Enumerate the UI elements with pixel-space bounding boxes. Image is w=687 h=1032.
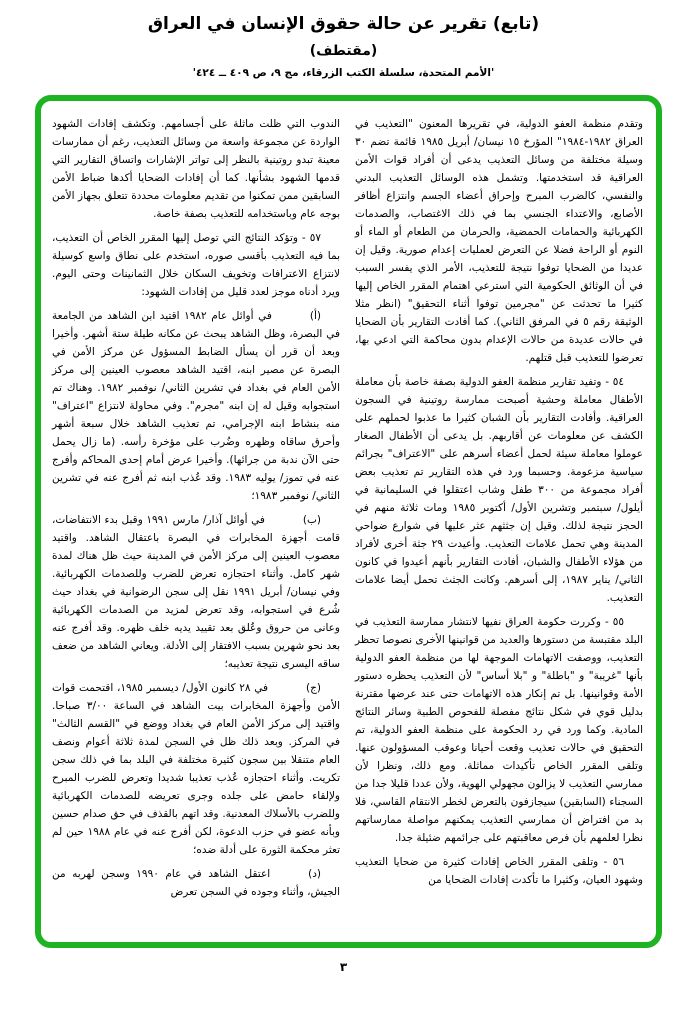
two-column-text — [54, 115, 643, 907]
column-left — [52, 115, 340, 907]
paragraph: الندوب التي ظلت ماثلة على أجسامهم. وتكشف إفادات الشهود الواردة عن مجموعة واسعة من وسائل التعذيب، رغم أن ممارسات معينة تبدو روتينية بالنظر إلى تواتر الإشارات واتساق التقارير التي قدمها الشهود بشأنها. كما أن إفادات الضحايا أكدها ضباط الأمن السابقين ممن تمكنوا من تقديم معلومات محددة تتعلق بجهاز الأمن بوجه عام وباستخدامه للتعذيب بصفة خاصة. — [52, 118, 340, 221]
paragraph: ٥٥ - وكررت حكومة العراق نفيها لانتشار ممارسة التعذيب في البلد مقتبسة من دستورها والعديد من قوانينها الأخرى نصوصا تحظر التعذيب، ووصفت الاتهامات الموجهة لها من منظمة العفو الدولية بأنها "غريبة" و "باطلة" و "بلا أساس" لأن التعذيب يحظره دستور الأمة وقوانينها. بل تم إنكار هذه الاتهامات حتى عند عرضها مقترنة بدليل قوي في شكل نتائج مفصلة للفحوص الطبية وسائر النتائج المادية. وكما ورد في رد الحكومة على منظمة العفو الدولية، تم التحقيق في حالات تعذيب وقعت أحيانا وعوقب المسؤولون عنها. وتلقى المقرر الخاص تأكيدات مماثلة. ومع ذلك، ونظرا لأن ممارسي التعذيب لا يزالون مجهولي الهوية، ولأن عددا قليلا جدا من السجناء (السابقين) سيجازفون بالتعرض لخطر الانتقام القاسي، فلا بد من افتراض أن ممارسي التعذيب يمكنهم مواصلة ممارساتهم نظرا لعلمهم بأن فرص معاقبتهم على جرائمهم ضئيلة جدا. — [355, 616, 643, 845]
paragraph: (د)اعتقل الشاهد في عام ١٩٩٠ وسجن لهربه من الجيش، وأثناء وجوده في السجن تعرض — [52, 868, 340, 899]
column-right — [355, 115, 643, 907]
paragraph: (أ)في أوائل عام ١٩٨٢ اقتيد ابن الشاهد من الجامعة في البصرة، وظل الشاهد يبحث عن مكانه طيلة ستة أشهر. وأخيرا وبعد أن قرر أن يسأل الضابط المسؤول عن مركز الأمن في البصرة عن مصير ابنه، اقتيد الشاهد معصوب العينين إلى مركز الأمن العام في بغداد في تشرين الثاني/ نوفمبر ١٩٨٢. وهناك تم استجوابه وقيل له إن ابنه "مجرم". وفي محاولة لانتزاع "اعتراف" منه بنشاط ابنه الإجرامي، تم تعذيب الشاهد خلال سبعة أشهر وأحرق ساقاه وظهره وضُرب على مؤخرة رأسه. (ما زال يحمل حتى الآن ندبة من جرائها). وأخيرا عرض أمام إحدى المحاكم وأفرج عنه في تموز/ يوليه ١٩٨٣. وقد عُذب ابنه ثم أفرج عنه في تشرين الثاني/ نوفمبر ١٩٨٣؛ — [52, 310, 340, 503]
paragraph: (ب)في أوائل آذار/ مارس ١٩٩١ وقبل بدء الانتفاضات، قامت أجهزة المخابرات في البصرة باعتقال الشاهد. واقتيد معصوب العينين إلى مركز الأمن في المدينة حيث ظل هناك لمدة شهر كامل. وأثناء احتجازه تعرض للضرب وللصدمات الكهربائية. وفي نيسان/ أبريل ١٩٩١ نقل إلى سجن الرضوانية في بغداد حيث شُرع في استجوابه، وقد تعرض لمزيد من الصدمات الكهربائية وعانى من حروق وعُلق بعد تقييد يديه خلف ظهره. وقد أفرج عنه بعد نحو شهرين بسبب الافتقار إلى الأدلة. ويعاني الشاهد من ضعف ساقه اليسرى نتيجة تعذيبه؛ — [52, 514, 340, 671]
paragraph: ٥٤ - وتفيد تقارير منظمة العفو الدولية بصفة خاصة بأن معاملة الأطفال معاملة وحشية أصبحت ممارسة روتينية في السجون العراقية. وأفادت التقارير بأن الشبان كثيرا ما عذبوا لحملهم على الكشف عن معلومات عن أقاربهم. بل يدعى أن الأطفال الصغار عوملوا معاملة سيئة لحمل أعضاء أسرهم على "الاعتراف" بجرائم سياسية مزعومة. وحسبما ورد في هذه التقارير تم تعذيب بعض أفراد مجموعة من ٣٠٠ طفل وشاب اعتقلوا في السليمانية في أيلول/ سبتمبر وتشرين الأول/ أكتوبر ١٩٨٥ ومات ثلاثة منهم في الحجز نتيجة لذلك. وقيل إن جثثهم عثر عليها في شوارع ضواحي المدينة وهي تحمل علامات التعذيب. وأعيدت ٢٩ جثة أخرى لأفراد من هؤلاء الأطفال والشبان، أفادت التقارير بأنهم أعيدوا في كانون الثاني/ يناير ١٩٨٧، إلى أسرهم. وكانت الجثث تحمل أيضا علامات التعذيب. — [355, 376, 644, 605]
item-label: (ب) — [302, 514, 321, 527]
document-header — [0, 0, 687, 79]
item-label: (د) — [308, 868, 322, 881]
paragraph: وتقدم منظمة العفو الدولية، في تقريرها المعنون "التعذيب في العراق ١٩٨٢-١٩٨٤" المؤرخ ١٥ نيسان/ أبريل ١٩٨٥ قائمة تضم ٣٠ وسيلة مختلفة من وسائل التعذيب يدعى أن أفراد قوات الأمن العراقية قد استخدمتها. وتشمل هذه الوسائل التعذيب البدني والنفسي، كالضرب المبرح وإحراق أعضاء الجسم وانتزاع أظافر الأصابع، والاعتداء الجنسي بما في ذلك الاغتصاب، والصدمات الكهربائية والحمامات الحمضية، والحرمان من الطعام أو الماء أو النوم أو الراحة فضلا عن التعرض لعمليات إعدام صورية. وقيل إن عديدا من الضحايا توفوا نتيجة للتعذيب، الأمر الذي يفسر السبب في أن الوثائق الحكومية التي استرعي اهتمام المقرر الخاص إليها كثيرا ما تحدثت عن "مجرمين توفوا أثناء التحقيق" (انظر مثلا الوثيقة رقم ٥ في المرفق الثاني). كما أفادت التقارير بأن الضحايا في حالات عديدة من حالات الإعدام بدون محاكمة التي ادعي بها، تعرضوا للتعذيب قبل قتلهم. — [355, 118, 643, 365]
page-title: (تابع) تقرير عن حالة حقوق الإنسان في العراق — [147, 14, 540, 34]
page-number: ٣ — [339, 960, 348, 975]
paragraph: ٥٦ - وتلقى المقرر الخاص إفادات كثيرة من ضحايا التعذيب وشهود العيان، وكثيرا ما تأكدت إفادات الضحايا من — [355, 856, 643, 887]
paragraph: ٥٧ - وتؤكد النتائج التي توصل إليها المقرر الخاص أن التعذيب، بما فيه التعذيب بأقسى صوره، استخدم على نطاق واسع كوسيلة لانتزاع الاعترافات وتخويف السكان خلال الثمانينات وحتى اليوم. ويرد أدناه موجز لعدد قليل من إفادات الشهود: — [52, 232, 340, 299]
content-border-box — [35, 95, 662, 948]
document-subtitle: (مقتطف) — [309, 43, 378, 60]
item-label: (أ) — [309, 310, 321, 323]
source-citation: 'الأمم المتحدة، سلسلة الكتب الزرقاء، مج ٩، ص ٤٠٩ ــ ٤٢٤' — [192, 67, 495, 80]
item-label: (ج) — [306, 682, 321, 695]
paragraph: (ج)في ٢٨ كانون الأول/ ديسمبر ١٩٨٥، اقتحمت قوات الأمن وأجهزة المخابرات بيت الشاهد في الساعة ٣/٠٠ صباحا. واقتيد إلى مركز الأمن العام في بغداد ووضع في "القسم الثالث" في المركز. وبعد ذلك ظل في السجن لمدة ثلاثة أعوام ونصف العام متنقلا بين سجون كثيرة مختلفة في البلد بما في ذلك سجن تكريت. وأثناء احتجازه عُذب تعذيبا شديدا وتعرض للضرب المبرح ولإلقاء حامض على جلده وجرى تعريضه للصدمات الكهربائية وللضرب بالأسلاك المعدنية. وقد اتهم بالقذف في حق صدام حسين وبأنه عضو في حزب الدعوة، لكن أفرج عنه في عام ١٩٨٨ حين لم تعثر محكمة الثورة على أدلة ضده؛ — [52, 682, 340, 857]
